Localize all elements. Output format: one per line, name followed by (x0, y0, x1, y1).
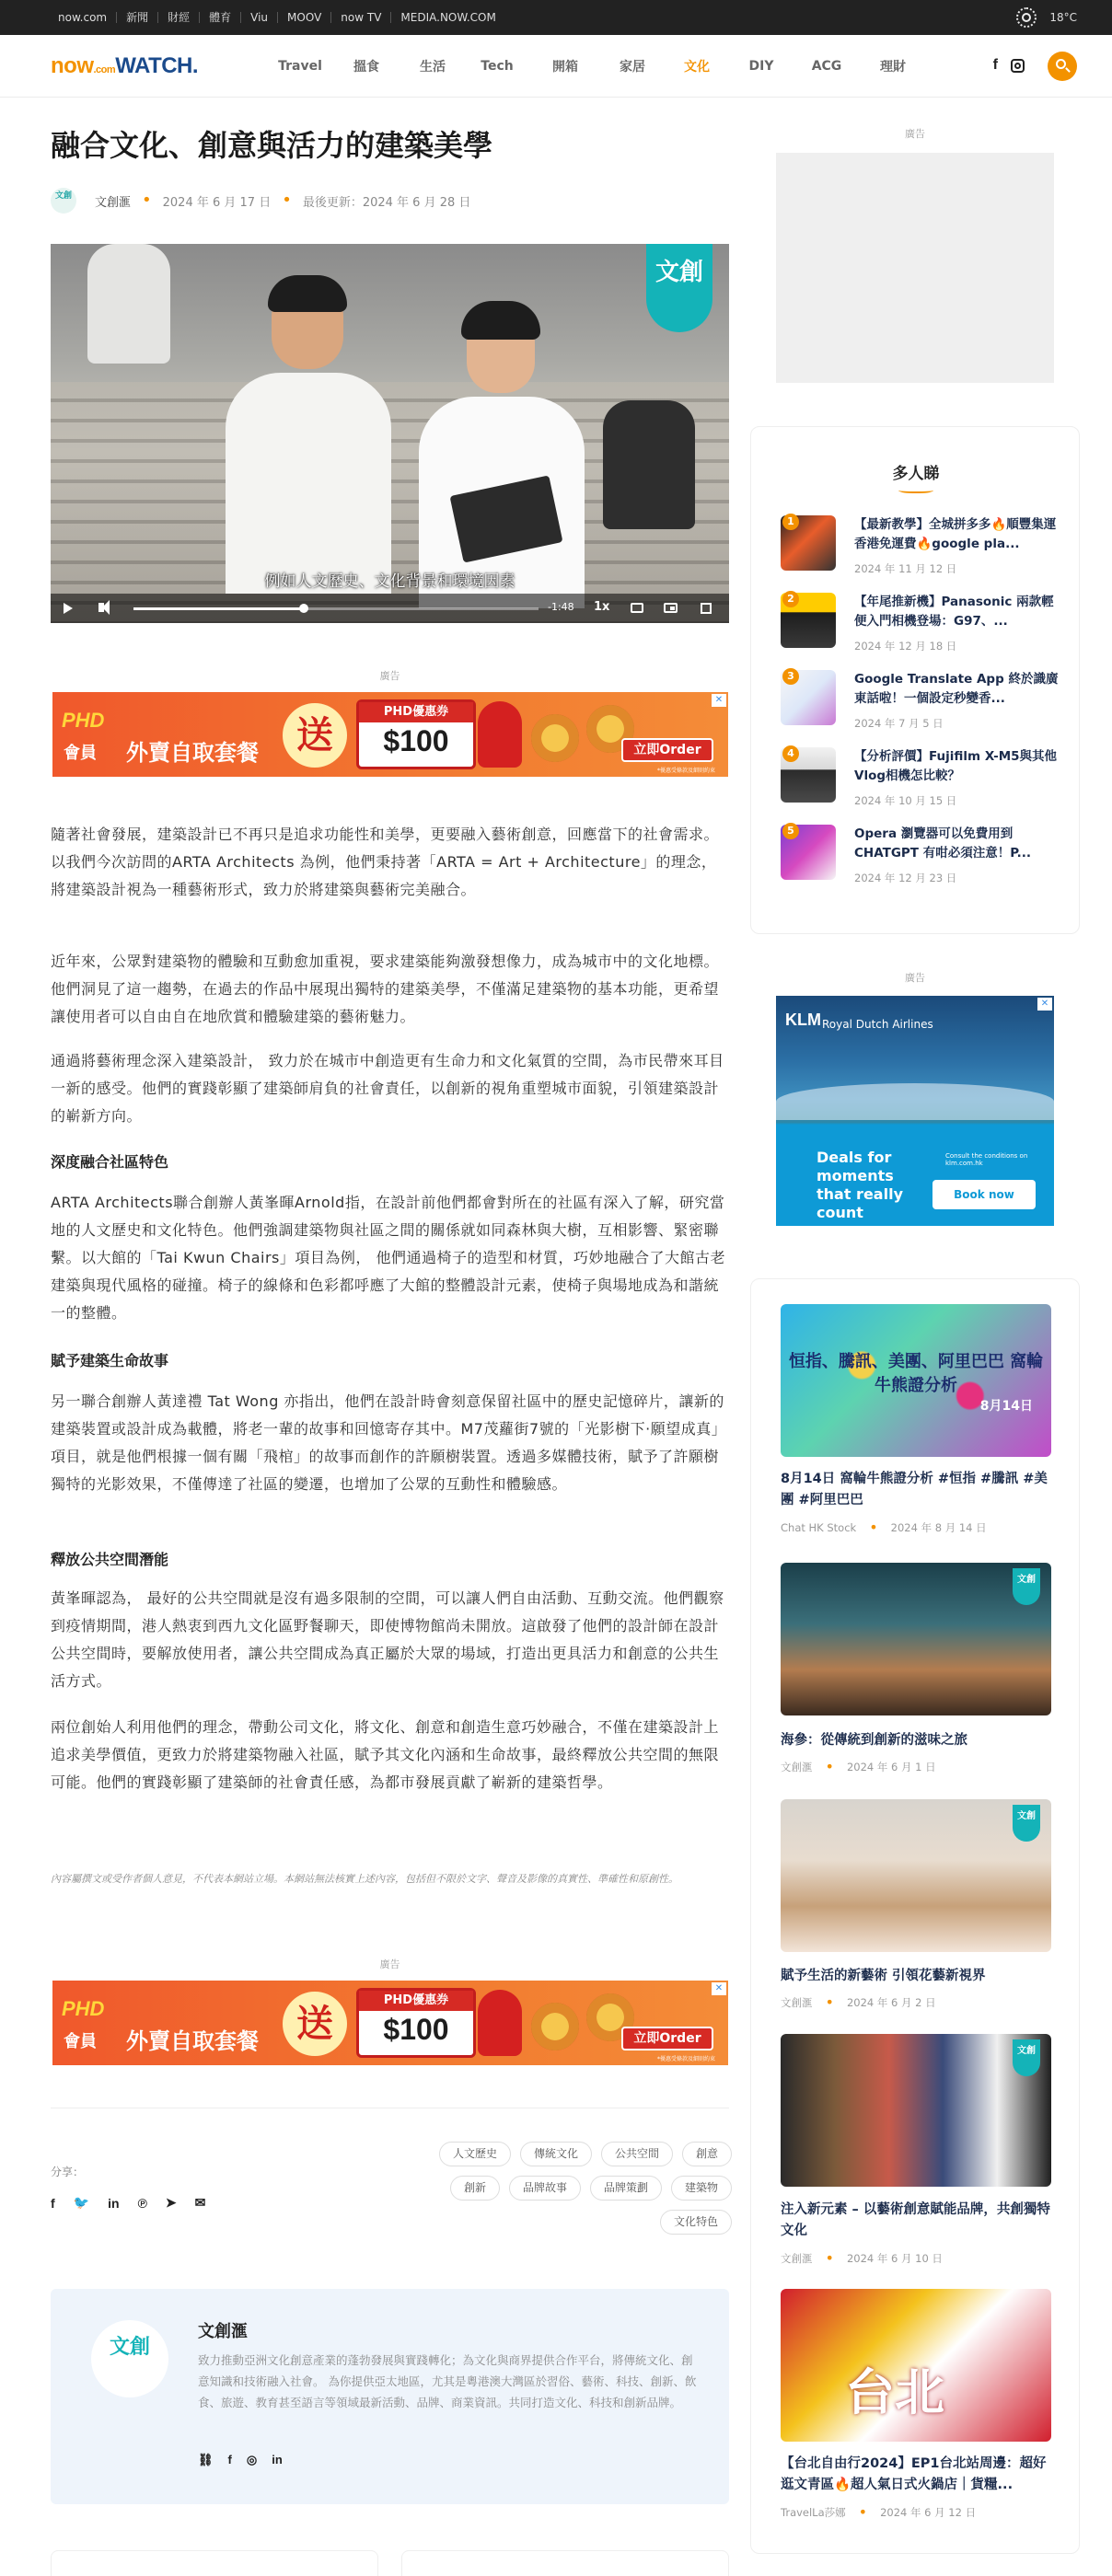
article-card-meta (781, 2251, 943, 2266)
nav-home[interactable]: 家居 (620, 60, 645, 75)
card-author[interactable]: 文創滙 (781, 2252, 813, 2265)
ad-pizza-image (531, 2003, 579, 2050)
rank-badge: 4 (782, 745, 799, 762)
article-card-meta (781, 1520, 987, 1535)
rank-badge: 3 (782, 668, 799, 685)
video-time: -1:48 (548, 601, 574, 613)
header-social (993, 57, 1025, 74)
popular-item-date: 2024 年 11 月 12 日 (854, 562, 957, 575)
author-avatar[interactable] (91, 2320, 168, 2397)
tag[interactable]: 品牌故事 (509, 2176, 581, 2201)
instagram-icon[interactable] (1011, 59, 1025, 73)
sun-icon (1016, 7, 1037, 28)
article-card-title[interactable]: 8月14日 窩輪牛熊證分析 #恒指 #騰訊 #美團 #阿里巴巴 (781, 1472, 1048, 1507)
playback-speed[interactable]: 1x (594, 600, 610, 614)
article-thumbnail[interactable] (781, 1304, 1051, 1457)
article-paragraph: 兩位創始人利用他們的理念，帶動公司文化，將文化、創意和創造生意巧妙融合，不僅在建築設計上追求美學價值，更致力於將建築物融入社區，賦予其文化內涵和生命故事，最終釋放公共空間的無限可能。他們的實踐彰顯了建築師的社會責任感，為都市發展貢獻了嶄新的建築哲學。 (51, 1718, 720, 1791)
related-post-card[interactable] (401, 2550, 729, 2576)
article-card-title[interactable]: 賦予生活的新藝術 引領花藝新視界 (781, 1969, 986, 1983)
ad-label: 廣告 (379, 1958, 400, 1970)
meta-dot: • (142, 191, 152, 210)
tag[interactable]: 創意 (682, 2142, 732, 2166)
wave-decoration (898, 486, 933, 493)
card-date: 2024 年 6 月 12 日 (880, 2506, 977, 2519)
ad-member-text: 會員 (64, 744, 97, 763)
ad-santa-image (478, 1990, 522, 2056)
top-bar (0, 0, 1112, 35)
ad-choices-icon[interactable]: ✕ (1037, 998, 1052, 1011)
tag[interactable]: 人文歷史 (439, 2142, 511, 2166)
network-link[interactable]: 財經 (158, 12, 200, 23)
ad-coupon (356, 699, 476, 769)
fullscreen-icon[interactable] (701, 603, 712, 614)
ad-deal-text: 外賣自取套餐 (126, 2028, 259, 2054)
article-card-title[interactable]: 海參：從傳統到創新的滋味之旅 (781, 1733, 967, 1748)
ad-coupon-title: PHD優惠券 (359, 702, 473, 722)
article-card-meta (781, 1760, 936, 1774)
share-label: 分享： (51, 2166, 85, 2178)
video-background-person (87, 244, 170, 364)
card-date: 2024 年 6 月 1 日 (846, 1761, 936, 1773)
logo-now: now (51, 53, 94, 78)
klm-brand: Royal Dutch Airlines (822, 1018, 933, 1031)
tag[interactable]: 建築物 (671, 2176, 732, 2201)
video-person (226, 281, 391, 575)
klm-headline: Deals for moments that really count (817, 1149, 903, 1221)
ad-fine-print: *優惠受條款及細則約束 (656, 2056, 715, 2062)
ad-label: 廣告 (905, 972, 925, 984)
popular-item-title[interactable]: Opera 瀏覽器可以免費用到 CHATGPT 有咁必須注意！P... (854, 826, 1031, 861)
article-thumbnail[interactable] (781, 2034, 1051, 2187)
ad-label: 廣告 (379, 670, 400, 682)
popular-item[interactable] (781, 825, 1057, 895)
twitter-icon[interactable]: 🐦 (73, 2195, 90, 2210)
nav-food[interactable]: 搵食 (353, 60, 379, 75)
video-controls (51, 594, 729, 623)
disclaimer: 內容屬撰文或受作者個人意見，不代表本網站立場。本網站無法核實上述內容，包括但不限於文字、聲音及影像的真實性、準確性和原創性。 (51, 1873, 678, 1885)
share-icons (51, 2195, 205, 2211)
article-card-meta (781, 1995, 936, 2010)
meta-dot: • (825, 1758, 834, 1775)
author-name[interactable]: 文創滙 (95, 195, 132, 210)
site-logo[interactable] (51, 53, 198, 79)
tag[interactable]: 品牌策劃 (590, 2176, 662, 2201)
captions-icon[interactable] (631, 603, 643, 613)
ad-pizza-image (531, 714, 579, 762)
popular-widget (750, 426, 1080, 934)
logo-watch: WATCH. (115, 53, 199, 78)
network-link[interactable]: 體育 (200, 12, 241, 23)
brand-badge: 文創 (1013, 1568, 1040, 1605)
linkedin-icon[interactable]: in (108, 2195, 120, 2211)
klm-book-button[interactable]: Book now (932, 1180, 1036, 1209)
ad-send-badge: 送 (283, 703, 347, 768)
klm-wave-image (776, 1083, 1054, 1120)
article-paragraph: 近年來，公眾對建築物的體驗和互動愈加重視，要求建築能夠激發想像力，成為城市中的文化地標。他們洞見了這一趨勢，在過去的作品中展現出獨特的建築美學，不僅滿足建築物的基本功能，更希望讓使用者可以自由自在地欣賞和體驗建築的藝術魅力。 (51, 953, 720, 1025)
section-heading: 釋放公共空間潛能 (51, 1551, 169, 1568)
article-paragraph: 另一聯合創辦人黃達禮 Tat Wong 亦指出，他們在設計時會刻意保留社區中的歷史記憶碎片，讓新的建築裝置或設計成為載體，將老一輩的故事和回憶寄存其中。M7茂蘿街7號的「光影樹下·願望成真」項目，就是他們根據一個有關「飛棺」的故事而創作的許願樹裝置。透過多媒體技術，賦予了許願樹獨特的光影效果，不僅傳達了社區的變遷，也增加了公眾的互動性和體驗感。 (51, 1392, 727, 1493)
phd-ad-banner[interactable] (52, 692, 728, 777)
search-button[interactable] (1048, 52, 1077, 81)
network-link[interactable]: now.com (51, 12, 117, 23)
video-progress[interactable] (133, 607, 539, 610)
main-nav (263, 35, 921, 98)
rank-badge: 2 (782, 591, 799, 607)
play-icon[interactable] (64, 603, 73, 614)
linkedin-icon[interactable]: in (272, 2453, 283, 2466)
network-link[interactable]: 新聞 (117, 12, 158, 23)
article-paragraph: 黃峯暉認為， 最好的公共空間就是沒有過多限制的空間，可以讓人們自由活動、互動交流。他們觀察到疫情期間，港人熱衷到西九文化區野餐聊天，即使博物館尚未開放。這啟發了他們的設計師在設計公共空間時，要解放使用者，讓公共空間成為真正屬於大眾的場域，打造出更具活力和創意的公共生活方式。 (51, 1589, 724, 1690)
picture-in-picture-icon[interactable] (664, 603, 678, 613)
card-author[interactable]: 文創滙 (781, 1761, 813, 1773)
tag[interactable]: 創新 (450, 2176, 500, 2201)
popular-item-date: 2024 年 12 月 23 日 (854, 872, 957, 884)
author-description: 致力推動亞洲文化創意產業的蓬勃發展與實踐轉化；為文化與商界提供合作平台，將傳統文化、創意知識和技術融入社會。 為你提供亞太地區，尤其是粵港澳大灣區於習俗、藝術、科技、創新、飲食、旅遊、教育甚至語言等領域最新活動、品牌、商業資訊。共同打造文化、科技和創新品牌。 (198, 2353, 697, 2409)
popular-item[interactable] (781, 747, 1057, 817)
related-post-card[interactable] (51, 2550, 378, 2576)
popular-item-title[interactable]: 【年尾推新機】Panasonic 兩款輕便入門相機登場：G97、... (854, 595, 1054, 629)
klm-fine-print: Consult the conditions on klm.com.hk (945, 1152, 1028, 1167)
email-icon[interactable]: ✉ (194, 2195, 206, 2210)
popular-item[interactable] (781, 515, 1057, 585)
link-icon[interactable]: ⛓ (198, 2453, 214, 2466)
ad-choices-icon[interactable]: ✕ (712, 1982, 726, 1995)
article-thumbnail[interactable] (781, 2289, 1051, 2442)
tag[interactable]: 傳統文化 (520, 2142, 592, 2166)
meta-dot: • (869, 1519, 878, 1536)
thumbnail-caption: 台北 (845, 2363, 944, 2421)
logo-com: .com (93, 64, 116, 75)
ad-coupon-value: $100 (383, 724, 449, 757)
ad-coupon-title: PHD優惠券 (359, 1991, 473, 2011)
author-avatar[interactable] (51, 188, 76, 214)
article-card-title[interactable]: 【台北自由行2024】EP1台北站周邊：超好逛文青區🔥超人氣日式火鍋店｜貨糧... (781, 2456, 1047, 2492)
telegram-icon[interactable]: ➤ (165, 2195, 177, 2210)
phd-logo: PHD (62, 709, 105, 732)
article-thumbnail[interactable] (781, 1799, 1051, 1952)
nav-diy[interactable]: DIY (748, 59, 774, 74)
video-progress-fill (133, 607, 304, 610)
meta-dot: • (858, 2503, 868, 2521)
thumbnail-date: 8月14日 (979, 1399, 1033, 1414)
ad-order-button[interactable]: 立即Order (621, 738, 713, 762)
video-background-person (603, 400, 695, 529)
popular-item-title[interactable]: 【最新教學】全城拼多多🔥順豐集運香港免運費🔥google pla... (854, 517, 1057, 551)
nav-acg[interactable]: ACG (811, 59, 842, 74)
meta-dot: • (282, 191, 292, 210)
popular-item-date: 2024 年 12 月 18 日 (854, 640, 957, 653)
ad-order-button[interactable]: 立即Order (621, 2027, 713, 2050)
popular-item-title[interactable]: Google Translate App 終於識廣東話啦！一個設定秒變香... (854, 672, 1059, 706)
phd-ad-banner[interactable] (52, 1981, 728, 2065)
tag-list (419, 2142, 732, 2235)
publish-date: 2024 年 6 月 17 日 (162, 195, 272, 210)
article-paragraph: 通過將藝術理念深入建築設計， 致力於在城市中創造更有生命力和文化氣質的空間，為市民帶來耳目一新的感受。他們的實踐彰顯了建築師肩負的社會責任，以創新的視角重塑城市面貌，引領建築設計的嶄新方向。 (51, 1052, 724, 1125)
instagram-icon[interactable]: ◎ (246, 2453, 258, 2466)
video-player[interactable] (51, 244, 729, 623)
pinterest-icon[interactable]: ℗ (137, 2195, 147, 2211)
ad-choices-icon[interactable]: ✕ (712, 694, 726, 707)
related-articles (750, 1278, 1080, 2554)
card-date: 2024 年 6 月 10 日 (846, 2252, 943, 2265)
nav-unboxing[interactable]: 開箱 (552, 60, 578, 75)
network-links (51, 0, 505, 35)
popular-item-date: 2024 年 10 月 15 日 (854, 794, 957, 807)
ad-coupon-value: $100 (383, 2013, 449, 2046)
card-author[interactable]: Chat HK Stock (781, 1521, 857, 1534)
nav-culture[interactable]: 文化 (684, 60, 710, 75)
card-author[interactable]: TravelLa莎娜 (781, 2506, 846, 2519)
nav-finance[interactable]: 理財 (880, 60, 906, 75)
popular-item[interactable] (781, 670, 1057, 740)
ad-deal-text: 外賣自取套餐 (126, 740, 259, 766)
weather (1016, 0, 1077, 35)
meta-dot: • (825, 2249, 834, 2267)
author-box (51, 2289, 729, 2504)
brand-badge: 文創 (1013, 2039, 1040, 2076)
thumbnail-caption: 恒指、騰訊、美團、阿里巴巴 窩輪牛熊證分析 (788, 1352, 1044, 1395)
sidebar-ad-placeholder[interactable] (776, 153, 1054, 383)
volume-icon[interactable] (98, 603, 104, 612)
article-card-meta (781, 2505, 976, 2520)
brand-badge: 文創 (646, 244, 712, 332)
rank-badge: 5 (782, 823, 799, 839)
popular-title: 多人睇 (892, 465, 940, 483)
ad-fine-print: *優惠受條款及細則約束 (656, 768, 715, 774)
nav-travel[interactable]: Travel (278, 59, 322, 74)
video-subtitle: 例如人文歷史、文化背景和環境因素 (264, 572, 515, 591)
author-box-name[interactable]: 文創滙 (198, 2322, 248, 2341)
article-title: 融合文化、創意與活力的建築美學 (51, 128, 493, 163)
card-date: 2024 年 8 月 14 日 (890, 1521, 987, 1534)
phd-logo: PHD (62, 1997, 105, 2020)
popular-item-title[interactable]: 【分析評價】Fujifilm X-M5與其他Vlog相機怎比較？ (854, 749, 1058, 783)
card-author[interactable]: 文創滙 (781, 1996, 813, 2009)
section-heading: 深度融合社區特色 (51, 1153, 169, 1171)
nav-tech[interactable]: Tech (481, 59, 514, 74)
facebook-icon[interactable]: f (51, 2195, 55, 2211)
section-heading: 賦予建築生命故事 (51, 1352, 169, 1369)
video-progress-knob[interactable] (299, 604, 308, 613)
meta-dot: • (825, 1993, 834, 2011)
article-paragraph: ARTA Architects聯合創辦人黃峯暉Arnold指，在設計前他們都會對所在的社區有深入了解，研究當地的人文歷史和文化特色。他們強調建築物與社區之間的關係就如同森林與大樹，互相影響、緊密聯繫。以大館的「Tai Kwun Chairs」項目為例， 他們通過椅子的造型和材質，巧妙地融合了大館古老建築與現代風格的碰撞。椅子的線條和色彩都呼應了大館的整體設計元素，使椅子與場地成為和諧統一的整體。 (51, 1194, 725, 1322)
article-card-title[interactable]: 注入新元素 – 以藝術創意賦能品牌，共創獨特文化 (781, 2202, 1050, 2238)
facebook-icon[interactable]: f (992, 57, 998, 73)
nav-life[interactable]: 生活 (420, 60, 446, 75)
ad-coupon (356, 1988, 476, 2058)
network-link[interactable]: MOOV (278, 12, 331, 23)
tag[interactable]: 文化特色 (660, 2210, 732, 2235)
brand-badge: 文創 (1013, 1805, 1040, 1842)
popular-item[interactable] (781, 593, 1057, 663)
tag[interactable]: 公共空間 (601, 2142, 673, 2166)
network-link[interactable]: Viu (241, 12, 278, 23)
temperature: 18°C (1049, 11, 1077, 24)
klm-ad[interactable] (776, 996, 1054, 1226)
ad-label: 廣告 (905, 128, 925, 140)
network-link[interactable]: now TV (331, 12, 391, 23)
facebook-icon[interactable]: f (227, 2453, 232, 2466)
klm-logo: KLM (785, 1011, 821, 1029)
card-date: 2024 年 6 月 2 日 (846, 1996, 936, 2009)
article-meta (51, 186, 470, 215)
popular-item-date: 2024 年 7 月 5 日 (854, 717, 944, 730)
network-link[interactable]: MEDIA.NOW.COM (400, 11, 496, 24)
updated-date: 最後更新：2024 年 6 月 28 日 (302, 195, 471, 210)
article-thumbnail[interactable] (781, 1563, 1051, 1715)
rank-badge: 1 (782, 514, 799, 530)
article-paragraph: 隨著社會發展，建築設計已不再只是追求功能性和美學，更要融入藝術創意，回應當下的社會需求。以我們今次訪問的ARTA Architects 為例，他們秉持著「ARTA = Art + Architecture」的理念，將建築設計視為一種藝術形式，致力於將建築與藝術完美融合。 (51, 826, 720, 898)
ad-send-badge: 送 (283, 1992, 347, 2056)
author-social-links (198, 2453, 283, 2467)
site-header (0, 35, 1112, 98)
ad-member-text: 會員 (64, 2032, 97, 2051)
ad-santa-image (478, 701, 522, 768)
